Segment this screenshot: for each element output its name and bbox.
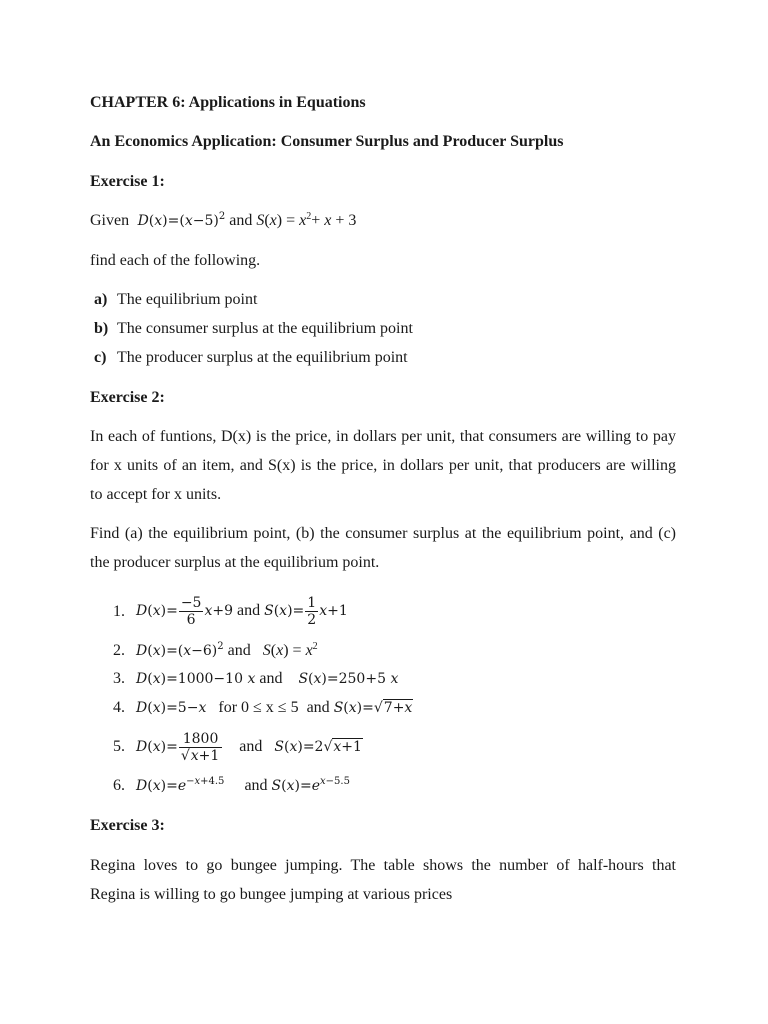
exercise2-paragraph-2: [90, 519, 676, 577]
paragraph-line: In each of funtions, D(x) is the price, in dollars per unit, that consumers are willing to pay: [90, 428, 676, 445]
equation-6: $D(x)=e^{-x+4.5}$ and $S(x)=e^{x-5.5}$: [136, 776, 350, 794]
exercise1-heading: Exercise 1:: [90, 173, 165, 190]
paragraph-line: Find (a) the equilibrium point, (b) the consumer surplus at the equilibrium point, and (c): [90, 525, 676, 542]
given-word: Given: [90, 212, 130, 229]
paragraph-line: to accept for x units.: [90, 486, 222, 503]
equation-5: D(x)= $\frac{1800}{√x+1}$ and S(x)=2√x+1: [136, 730, 362, 764]
paragraph-line: Regina loves to go bungee jumping. The table shows the number of half-hours that: [90, 857, 676, 874]
chapter-title: CHAPTER 6: Applications in Equations: [90, 94, 366, 111]
item-label: b): [94, 320, 109, 337]
equation-number: 2.: [113, 642, 125, 659]
equation-number: 5.: [113, 738, 125, 755]
and-word: and: [259, 670, 283, 687]
exercise2-paragraph-1: [90, 422, 676, 509]
list-item-text: The consumer surplus at the equilibrium point: [117, 320, 413, 337]
and-word: and: [237, 602, 261, 619]
list-item-text: The equilibrium point: [117, 291, 258, 308]
section-title: An Economics Application: Consumer Surplus and Producer Surplus: [90, 133, 564, 150]
paragraph-line: the producer surplus at the equilibrium point.: [90, 554, 380, 571]
domain-text: for 0 ≤ x ≤ 5: [218, 699, 299, 716]
and-word: and: [239, 738, 263, 755]
equation-4: D(x)=5−x for 0 ≤ x ≤ 5 and S(x)=√7+x: [136, 699, 413, 716]
item-label: c): [94, 349, 107, 366]
paragraph-line: Regina is willing to go bungee jumping at various prices: [90, 886, 453, 903]
exercise3-heading: Exercise 3:: [90, 817, 165, 834]
equation-2: $D(x)=(x-6)^2$ and $S(x) = x^2$: [136, 641, 318, 659]
paragraph-line: for x units of an item, and S(x) is the price, in dollars per unit, that producers are willing: [90, 457, 676, 474]
list-item: [94, 348, 106, 368]
equation-number: 3.: [113, 670, 125, 687]
equation-3: D(x)=1000−10 x and S(x)=250+5 x: [136, 670, 399, 687]
equation-number: 4.: [113, 699, 125, 716]
and-word: and: [229, 212, 253, 229]
list-item: [94, 319, 108, 339]
equation-number: 1.: [113, 603, 125, 620]
supply-equation: $S(x) = x^2+ x + 3$: [256, 211, 357, 229]
and-word: and: [244, 777, 268, 794]
and-word: and: [306, 699, 330, 716]
item-label: a): [94, 291, 108, 308]
demand-equation: $D(x)=(x-5)^2$: [137, 211, 226, 229]
exercise1-given-line: [90, 211, 356, 231]
exercise1-find-text: find each of the following.: [90, 252, 261, 269]
list-item-text: The producer surplus at the equilibrium point: [117, 349, 408, 366]
and-word: and: [227, 642, 251, 659]
exercise2-heading: Exercise 2:: [90, 389, 165, 406]
list-item: [94, 290, 107, 310]
exercise3-paragraph: [90, 851, 676, 909]
equation-number: 6.: [113, 777, 125, 794]
equation-1: D(x)= $\frac{-5}{6}$ x+9 and S(x)= $\frac{1}{2}$ x+1: [136, 594, 348, 628]
